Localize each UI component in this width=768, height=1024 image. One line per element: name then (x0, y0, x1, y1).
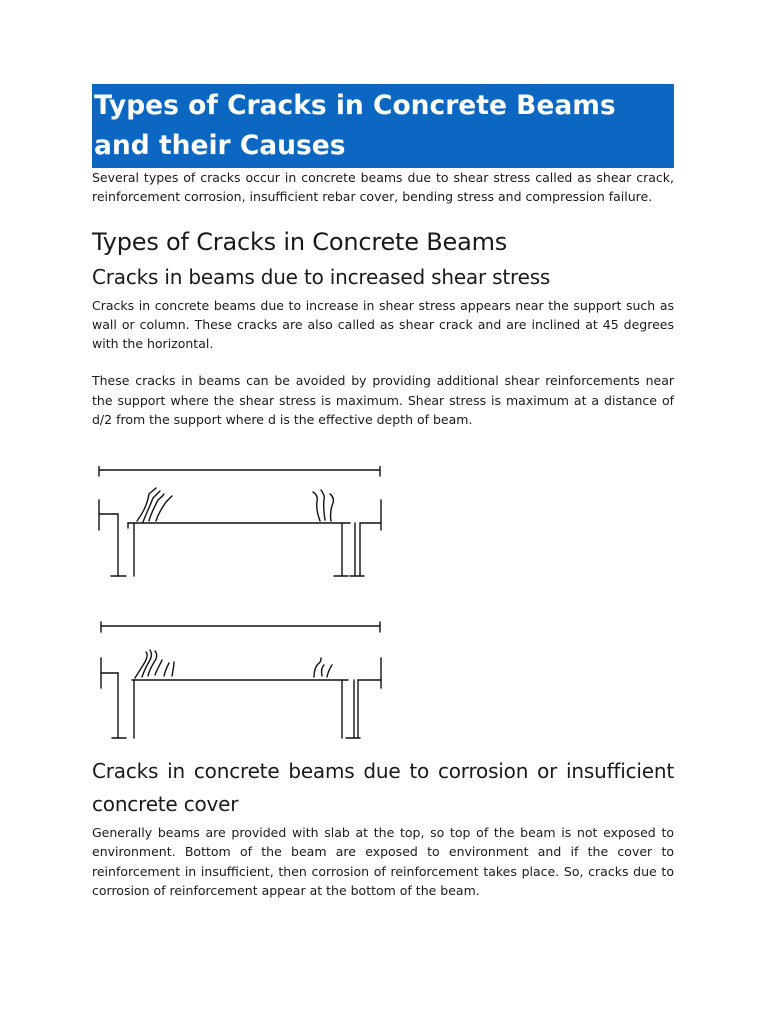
intro-paragraph: Several types of cracks occur in concrete beams due to shear stress called as shear crack, reinforcement corrosion, insufficient rebar cover, bending stress and compression failure. (92, 170, 674, 205)
section-heading: Types of Cracks in Concrete Beams (92, 227, 508, 256)
corrosion-crack-heading: Cracks in concrete beams due to corrosion or insufficient concrete cover (92, 759, 674, 816)
shear-crack-heading: Cracks in beams due to increased shear stress (92, 264, 551, 289)
article-title: Types of Cracks in Concrete Beams and their Causes (92, 84, 674, 168)
paragraph-spacer (92, 353, 674, 371)
corrosion-section (92, 755, 674, 900)
corrosion-crack-paragraph: Generally beams are provided with slab at the top, so top of the beam is not exposed to environment. Bottom of the beam are exposed to environment and if the cover to reinforcement in insufficient, then corrosion of reinforcement takes place. So, cracks due to corrosion of reinforcement appear at the bottom of the beam. (92, 825, 674, 898)
document-page (92, 84, 674, 898)
shear-crack-paragraph-2: These cracks in beams can be avoided by providing additional shear reinforcements near the support where the shear stress is maximum. Shear stress is maximum at a distance of d/2 from the support where d is the effective depth of beam. (92, 373, 674, 428)
beam-shear-crack-diagram-1 (92, 466, 392, 586)
beam-shear-crack-diagram-2 (92, 620, 392, 745)
shear-crack-paragraph-1: Cracks in concrete beams due to increase in shear stress appears near the support such as wall or column. These cracks are also called as shear crack and are inclined at 45 degrees with the horizontal. (92, 297, 674, 352)
